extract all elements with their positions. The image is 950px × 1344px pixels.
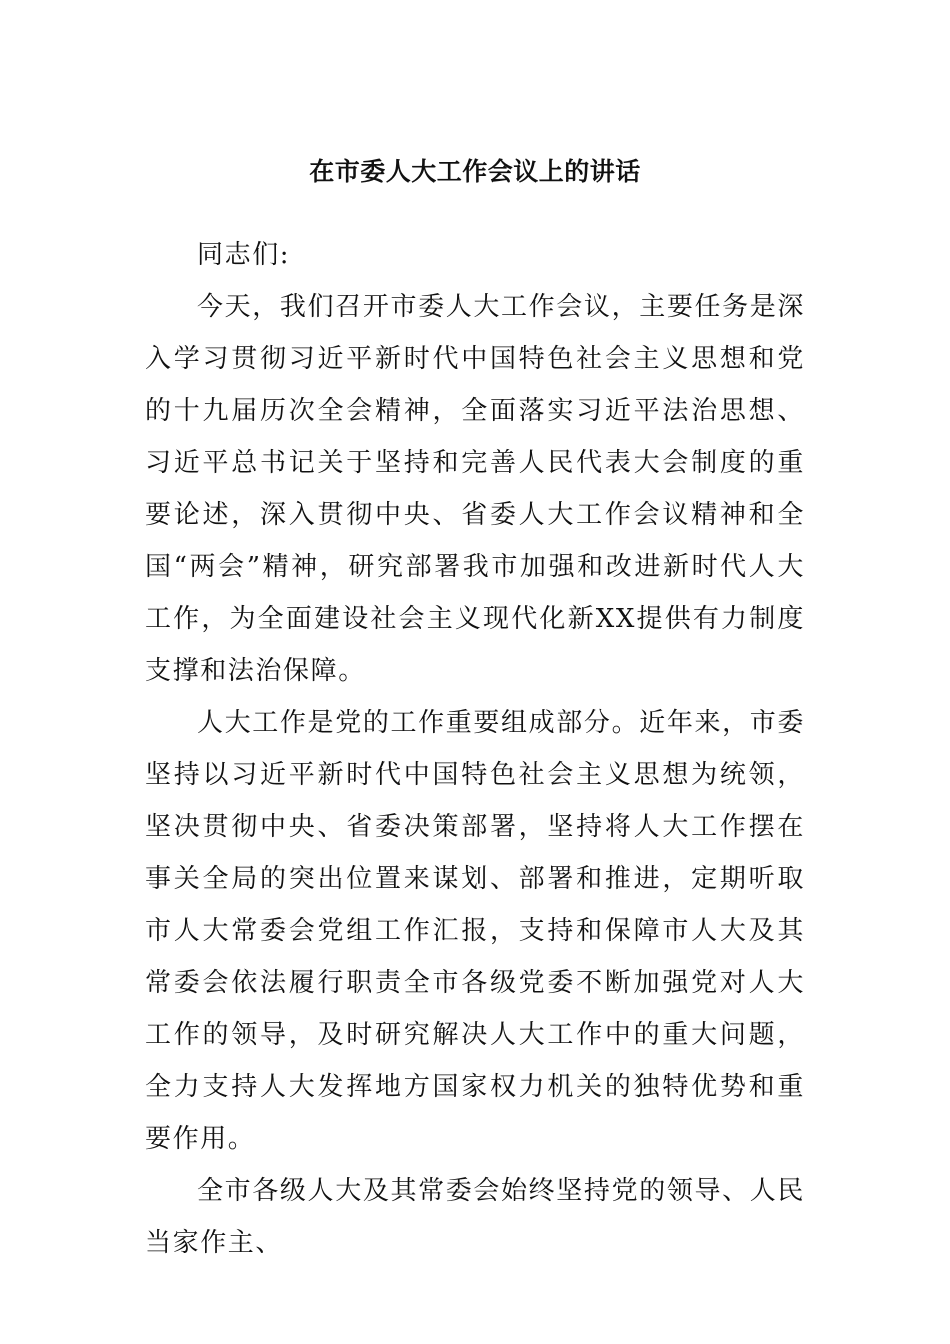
paragraph-1: 今天，我们召开市委人大工作会议，主要任务是深入学习贯彻习近平新时代中国特色社会主义思想和党的十九届历次全会精神，全面落实习近平法治思想、习近平总书记关于坚持和完善人民代表大会制度的重要论述，深入贯彻中央、省委人大工作会议精神和全国“两会”精神，研究部署我市加强和改进新时代人大工作，为全面建设社会主义现代化新XX提供有力制度支撑和法治保障。 bbox=[145, 292, 805, 686]
document-body bbox=[145, 229, 805, 1269]
paragraph-2: 人大工作是党的工作重要组成部分。近年来，市委坚持以习近平新时代中国特色社会主义思想为统领，坚决贯彻中央、省委决策部署，坚持将人大工作摆在事关全局的突出位置来谋划、部署和推进，定期听取市人大常委会党组工作汇报，支持和保障市人大及其常委会依法履行职责全市各级党委不断加强党对人大工作的领导，及时研究解决人大工作中的重大问题，全力支持人大发挥地方国家权力机关的独特优势和重要作用。 bbox=[145, 708, 805, 1154]
salutation: 同志们: bbox=[197, 240, 291, 270]
page-title: 在市委人大工作会议上的讲话 bbox=[309, 157, 641, 186]
paragraph-3: 全市各级人大及其常委会始终坚持党的领导、人民当家作主、 bbox=[145, 1176, 805, 1258]
